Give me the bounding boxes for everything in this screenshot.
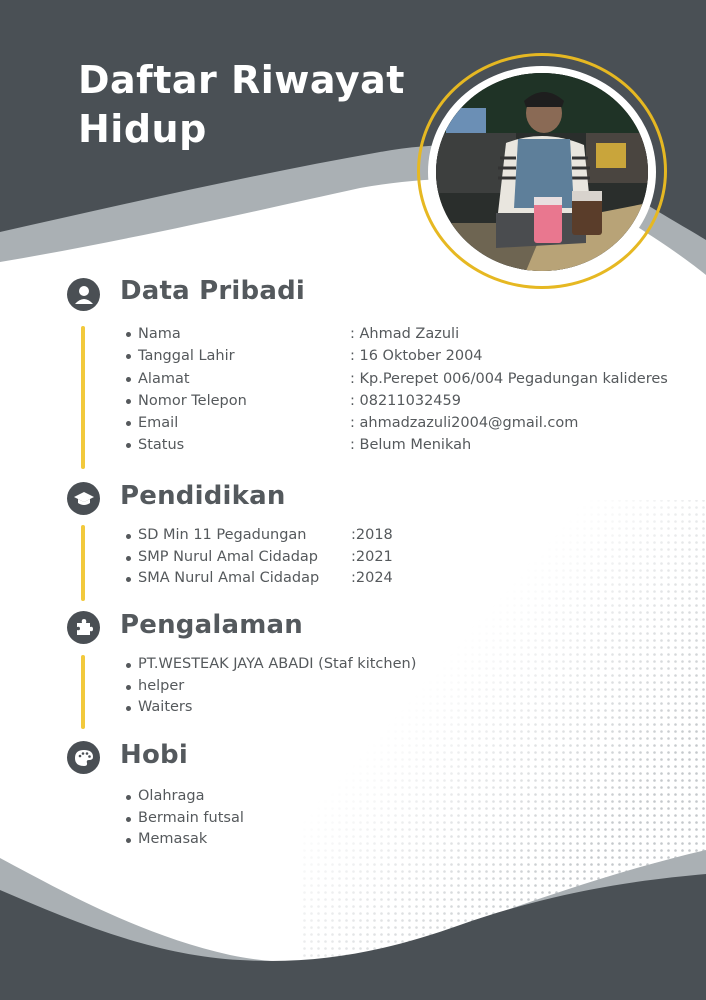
personal-data-labels [124,323,247,457]
field-value-nama: : Ahmad Zazuli [350,326,460,342]
field-value-status: : Belum Menikah [350,437,472,454]
section-title-pengalaman: Pengalaman [120,610,303,640]
page-title [78,56,405,154]
education-year: :2018 [351,527,393,543]
field-label-nama: Nama [124,323,247,345]
experience-item: helper [124,676,416,698]
timeline-line [81,525,85,601]
hobby-item: Memasak [124,829,244,851]
education-item: SMA Nurul Amal Cidadap [124,568,319,590]
personal-data-values [350,323,668,457]
field-value-nomor-telepon: : 08211032459 [350,392,461,409]
field-label-nomor-telepon: Nomor Telepon [124,390,247,412]
photo-illustration [436,73,648,271]
field-label-status: Status [124,434,247,456]
field-label-tanggal-lahir: Tanggal Lahir [124,345,247,367]
education-list [124,525,319,590]
education-years [351,525,393,590]
graduation-cap-icon [67,482,100,515]
section-title-hobi: Hobi [120,740,188,770]
education-item: SD Min 11 Pegadungan [124,525,319,547]
field-value-alamat: : Kp.Perepet 006/004 Pegadungan kalideres [350,370,668,387]
hobby-item: Bermain futsal [124,808,244,830]
experience-list [124,654,416,719]
field-label-alamat: Alamat [124,368,247,390]
field-value-email: : ahmadzazuli2004@gmail.com [350,415,579,432]
experience-item: PT.WESTEAK JAYA ABADI (Staf kitchen) [124,654,416,676]
education-item: SMP Nurul Amal Cidadap [124,547,319,569]
section-title-pendidikan: Pendidikan [120,481,286,511]
hobby-list [124,786,244,851]
puzzle-icon [67,611,100,644]
user-icon [67,278,100,311]
profile-photo [436,73,648,271]
education-year: :2021 [351,548,393,565]
hobby-item: Olahraga [124,786,244,808]
field-value-tanggal-lahir: : 16 Oktober 2004 [350,348,483,365]
palette-icon [67,741,100,774]
education-year: :2024 [351,570,393,586]
experience-item: Waiters [124,697,416,719]
field-label-email: Email [124,412,247,434]
timeline-line [81,655,85,729]
section-title-data-pribadi: Data Pribadi [120,276,306,306]
title-line-1: Daftar Riwayat [78,58,405,102]
timeline-line [81,326,85,469]
title-line-2: Hidup [78,107,207,151]
